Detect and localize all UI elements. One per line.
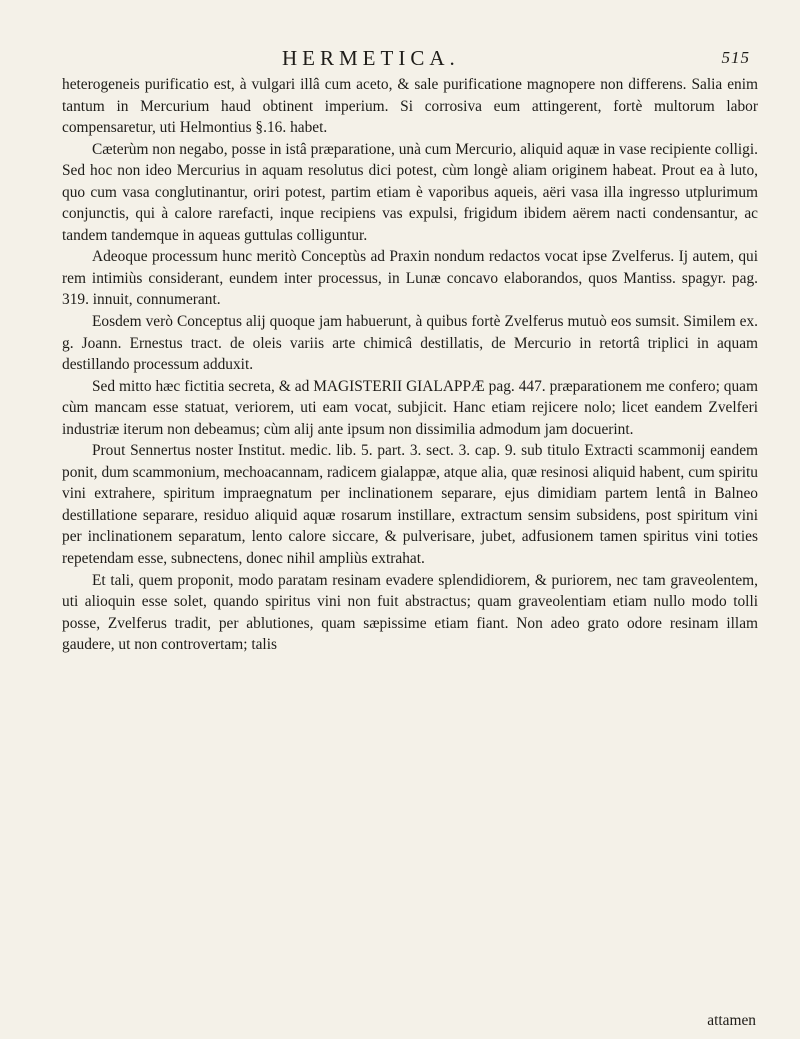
page-number: 515 [721,48,750,67]
page-header [62,40,758,74]
paragraph: Eosdem verò Conceptus alij quoque jam habuerunt, à quibus fortè Zvelferus mutuò eos sumsit. Similem ex. g. Joann. Ernestus tract. de oleis variis arte chimicâ destillatis, de Mercurio in retortâ triplici in aquam destillando processum adduxit. [62,313,758,374]
paragraph: Et tali, quem proponit, modo paratam resinam evadere splendidiorem, & puriorem, nec tam graveolentem, uti alioquin esse solet, quando spiritus vini non fuit abstractus; quam graveolentiam etiam nullo modo tolli posse, Zvelferus tradit, per ablutiones, quam sæpissime etiam fiant. Non adeo grato odore resinam illam gaudere, ut non controvertam; talis [62,571,758,654]
body-text [62,74,758,656]
paragraph: Sed mitto hæc fictitia secreta, & ad MAGISTERII GIALAPPÆ pag. 447. præparationem me confero; quam cùm mancam esse statuat, veriorem, uti eam vocat, subjicit. Hanc etiam rejicere nolo; licet eandem Zvelferi industriæ iterum non debeamus; cùm alij ante ipsum non dissimilia admodum jam docuerint. [62,377,758,438]
paragraph: Prout Sennertus noster Institut. medic. lib. 5. part. 3. sect. 3. cap. 9. sub titulo Extracti scammonij eandem ponit, dum scammonium, mechoacannam, radicem gialappæ, atque alia, quæ resinosi aliquid habent, cum spiritu vini extrahere, spiritum impraegnatum per inclinationem separare, ejus dimidiam partem lentâ in Balneo destillatione separare, residuo aliquid aquæ rosarum instillare, extractum sensim subsidens, post spiritum vini per inclinationem separatum, lento calore siccare, & pulverisare, jubet, adfusionem tamen spiritus vini toties repetendam esse, subnectens, donec nihil ampliùs extrahat. [62,442,758,568]
paragraph: Cæterùm non negabo, posse in istâ præparatione, unà cum Mercurio, aliquid aquæ in vase recipiente colligi. Sed hoc non ideo Mercurius in aquam resolutus dici potest, cùm longè aliam originem habeat. Prout ea à luto, quo cum vasa conglutinantur, oriri potest, partim etiam è vaporibus aqueis, aëri vasa illa ingresso utplurimum conjunctis, qui à calore rarefacti, inque recipiens vas expulsi, frigidum ibidem aërem nacti condensantur, ac tandem tandemque in aqueas guttulas colliguntur. [62,140,758,244]
catchword: attamen [707,1012,756,1029]
paragraph: heterogeneis purificatio est, à vulgari illâ cum aceto, & sale purificatione magnopere non differens. Salia enim tantum in Mercurium haud obtinent imperium. Si corrosiva eum attingerent, fortè multorum labor compensaretur, uti Helmontius §.16. habet. [62,76,758,137]
paragraph: Adeoque processum hunc meritò Conceptùs ad Praxin nondum redactos vocat ipse Zvelferus. Ij autem, qui rem intimiùs considerant, eundem inter processus, in Lunæ concavo elaborandos, quos Mantiss. spagyr. pag. 319. innuit, connumerant. [62,248,758,309]
running-title: HERMETICA. [282,46,460,70]
